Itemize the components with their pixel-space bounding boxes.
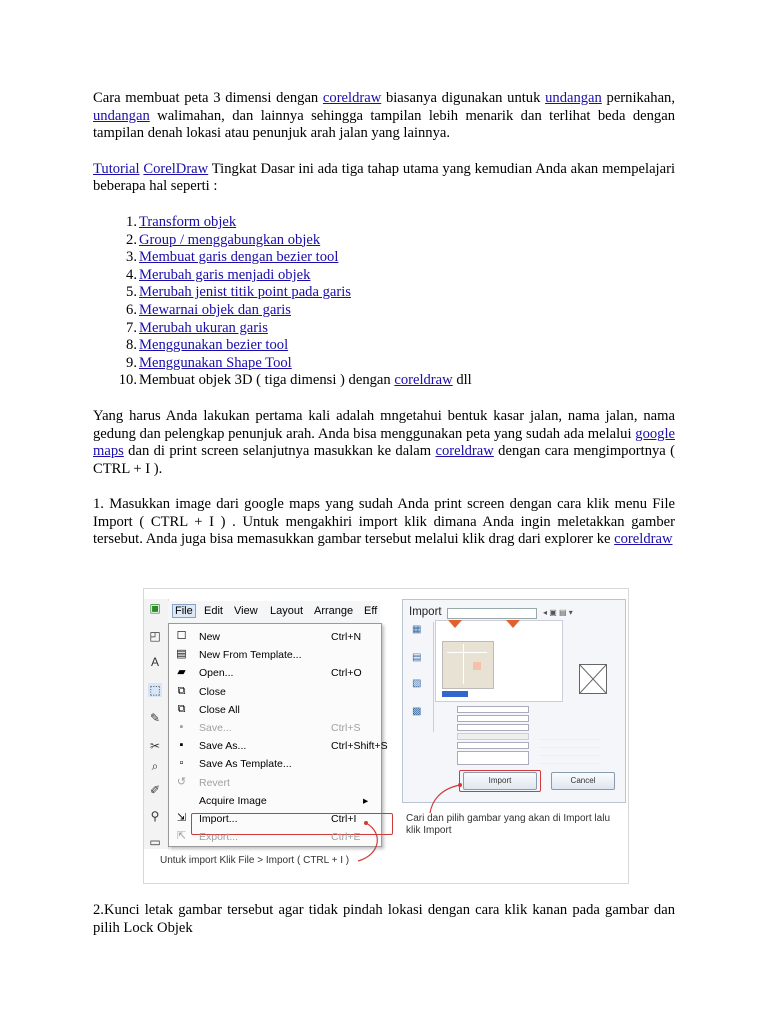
link-coreldraw-3[interactable]: coreldraw (394, 372, 453, 389)
menu-item-label: Close All (199, 703, 240, 716)
save-template-icon: ▫ (179, 757, 184, 770)
topic-link[interactable]: Transform objek (139, 213, 237, 230)
menu-item-shortcut: Ctrl+E (331, 831, 361, 844)
topic-link[interactable]: Group / menggabungkan objek (139, 231, 321, 248)
list-item (93, 249, 675, 267)
menu-item-shortcut: Ctrl+O (331, 667, 362, 680)
link-google-maps[interactable]: google maps (93, 425, 675, 460)
menu-bar (168, 601, 380, 623)
menu-item[interactable] (169, 683, 381, 701)
menu-item[interactable] (169, 664, 381, 682)
menu-item[interactable] (169, 628, 381, 646)
text: Yang harus Anda lakukan pertama kali adalah mngetahui bentuk kasar jalan, nama jalan, nama gedung dan pelengkap penunjuk arah. Anda bisa menggunakan peta yang sudah ada melalui (93, 407, 675, 442)
link-tutorial[interactable]: Tutorial (93, 160, 140, 177)
revert-icon: ↺ (176, 775, 187, 788)
text: dan di print screen selanjutnya masukkan ke dalam (123, 443, 436, 460)
menu-item-shortcut: Ctrl+N (331, 631, 362, 643)
list-number: 1. (126, 213, 137, 230)
arrow-connector (344, 819, 384, 867)
paragraph-step-2 (93, 902, 675, 937)
list-number: 2. (126, 231, 137, 248)
cancel-button[interactable]: Cancel (551, 772, 615, 790)
menu-item-label: Acquire Image (199, 794, 267, 807)
paragraph-preparation (93, 408, 675, 478)
menu-item-shortcut: Ctrl+I (331, 813, 357, 825)
menu-view[interactable]: View (234, 605, 258, 617)
topic-link[interactable]: Merubah ukuran garis (139, 319, 268, 336)
menu-item-label: Import... (199, 813, 238, 825)
link-coreldraw-2[interactable]: CorelDraw (143, 160, 209, 177)
list-number: 3. (126, 249, 137, 266)
save-icon: ▪ (179, 721, 184, 733)
menu-item-label: New From Template... (199, 649, 302, 662)
folder-icon: ▰ (177, 666, 186, 679)
import-button[interactable]: Import (463, 772, 537, 790)
menu-item-label: Save... (199, 722, 232, 734)
zoom-tool-icon[interactable]: ⌕ (151, 759, 159, 773)
menu-item-shortcut: ▸ (363, 794, 369, 807)
marker-icon (506, 620, 520, 628)
list-item (93, 372, 675, 390)
list-number: 9. (126, 354, 137, 371)
import-dialog (402, 599, 626, 803)
list-item (93, 284, 675, 302)
menu-effects[interactable]: Eff (364, 605, 378, 617)
file-fields (437, 706, 527, 766)
text: dengan cara mengimportnya ( CTRL + I ). (93, 443, 675, 477)
menu-item[interactable] (169, 792, 381, 810)
topic-link[interactable]: Mewarnai objek dan garis (139, 301, 291, 318)
caption-left: Untuk import Klik File > Import ( CTRL + I ) (160, 855, 350, 866)
menu-item[interactable] (169, 737, 388, 755)
text: pernikahan, (601, 90, 676, 106)
crop-tool-icon[interactable]: ✂ (149, 739, 161, 753)
select-tool-icon[interactable]: ⬚ (149, 683, 161, 697)
caption-right: Cari dan pilih gambar yang akan di Import lalu klik Import (406, 813, 610, 836)
menu-item-label: Open... (199, 667, 234, 680)
menu-file[interactable]: File (172, 604, 196, 618)
close-doc-icon: ⧉ (177, 684, 186, 697)
places-bar (405, 622, 434, 732)
export-icon: ⇱ (176, 830, 187, 843)
screenshot-figure (143, 588, 629, 884)
file-list[interactable] (435, 620, 563, 702)
menu-item[interactable] (169, 646, 381, 664)
list-number: 6. (126, 301, 137, 318)
menu-arrange[interactable]: Arrange (314, 605, 354, 617)
rectangle-tool-icon[interactable]: ▭ (149, 835, 161, 849)
text-tool-icon[interactable]: A (150, 655, 159, 669)
file-menu (168, 623, 388, 847)
menu-item-label: Export... (199, 831, 239, 844)
topic-list-last (93, 372, 675, 390)
text: biasanya digunakan untuk (381, 90, 546, 106)
text: Tingkat Dasar ini ada tiga tahap utama yang kemudian Anda akan mempelajari beberapa hal seperti : (93, 160, 676, 195)
paragraph-step-1 (93, 496, 675, 549)
menu-item[interactable] (169, 755, 381, 773)
text: Cara membuat peta 3 dimensi dengan (93, 90, 323, 106)
save-as-icon: ▪ (179, 739, 184, 752)
folder-select[interactable] (447, 608, 537, 619)
text: 1. Masukkan image dari google maps yang sudah Anda print screen dengan cara klik menu File Import ( CTRL + I ) . Untuk mengakhiri import klik dimana Anda ingin meletakkan gamber tersebut. Anda juga bisa memasukkan gambar tersebut melalui klik drag dari explorer ke (93, 496, 675, 548)
marker-icon (448, 620, 462, 628)
tutorial-paragraph (93, 161, 675, 196)
text: dll (452, 372, 472, 389)
documents-icon[interactable]: ▧ (412, 678, 422, 689)
list-item (93, 302, 675, 320)
desktop-icon[interactable]: ▤ (412, 652, 422, 663)
topic-link[interactable]: Menggunakan Shape Tool (139, 354, 292, 371)
option-checkboxes[interactable] (539, 732, 599, 772)
menu-layout[interactable]: Layout (270, 605, 304, 617)
topic-link[interactable]: Menggunakan bezier tool (139, 337, 289, 354)
map-thumbnail[interactable] (442, 641, 494, 689)
text: 2.Kunci letak gambar tersebut agar tidak pindah lokasi dengan cara klik kanan pada gambar dan pilih Lock Objek (93, 902, 675, 936)
arrow-connector-2 (426, 781, 466, 817)
app-icon: ▣ (149, 601, 161, 615)
topic-link[interactable]: Merubah garis menjadi objek (139, 266, 311, 283)
menu-edit[interactable]: Edit (204, 605, 223, 617)
menu-item-label: Close (199, 685, 226, 698)
menu-item-shortcut: Ctrl+S (331, 722, 361, 734)
pick-tool-icon[interactable]: ◰ (149, 629, 161, 643)
smart-fill-icon[interactable]: ⚲ (150, 809, 160, 823)
selected-file-label (442, 691, 468, 697)
menu-item-label: Save As... (199, 740, 247, 753)
intro-paragraph (93, 90, 675, 143)
list-number: 4. (126, 266, 137, 283)
list-number: 7. (126, 319, 137, 336)
link-coreldraw-4[interactable]: coreldraw (435, 443, 494, 460)
preview-box (579, 664, 607, 694)
menu-item-label: Revert (199, 776, 230, 789)
menu-item[interactable] (169, 719, 381, 737)
import-icon: ⇲ (176, 812, 187, 824)
topic-list (93, 214, 675, 372)
list-item (93, 267, 675, 285)
new-document-icon: ☐ (176, 630, 187, 642)
list-item (93, 355, 675, 373)
recent-icon[interactable]: ▦ (412, 624, 422, 635)
menu-item-shortcut: Ctrl+Shift+S (331, 740, 388, 753)
menu-item-label: New (199, 631, 221, 643)
list-number: 8. (126, 337, 137, 354)
list-item (93, 337, 675, 355)
menu-item[interactable] (169, 774, 381, 792)
list-item (93, 320, 675, 338)
shape-tool-icon[interactable]: ✎ (149, 711, 161, 725)
article-body (93, 90, 675, 549)
list-number: 10. (118, 372, 137, 389)
freehand-tool-icon[interactable]: ✐ (149, 783, 161, 797)
list-item (93, 214, 675, 232)
link-coreldraw[interactable]: coreldraw (322, 90, 382, 106)
link-coreldraw-5[interactable]: coreldraw (614, 531, 673, 548)
text: walimahan, dan lainnya sehingga tampilan lebih menarik dan terlihat beda dengan tampilan denah lokasi atau penunjuk arah jalan yang lainnya. (93, 107, 675, 142)
template-icon: ▤ (176, 648, 187, 661)
dialog-title: Import (409, 606, 442, 618)
computer-icon[interactable]: ▩ (412, 706, 422, 717)
text: Membuat objek 3D ( tiga dimensi ) dengan (139, 372, 395, 389)
list-number: 5. (126, 284, 137, 301)
link-undangan[interactable]: undangan (545, 90, 602, 106)
dialog-toolbar-icons: ◂ ▣ ▤ ▾ (543, 608, 573, 617)
list-item (93, 232, 675, 250)
link-undangan-2[interactable]: undangan (93, 107, 150, 124)
topic-link[interactable]: Merubah jenist titik point pada garis (139, 284, 351, 301)
close-all-icon: ⧉ (177, 702, 186, 715)
topic-link[interactable]: Membuat garis dengan bezier tool (139, 249, 339, 266)
menu-item[interactable] (169, 701, 381, 719)
menu-item-label: Save As Template... (199, 758, 292, 771)
toolbox (144, 599, 169, 849)
